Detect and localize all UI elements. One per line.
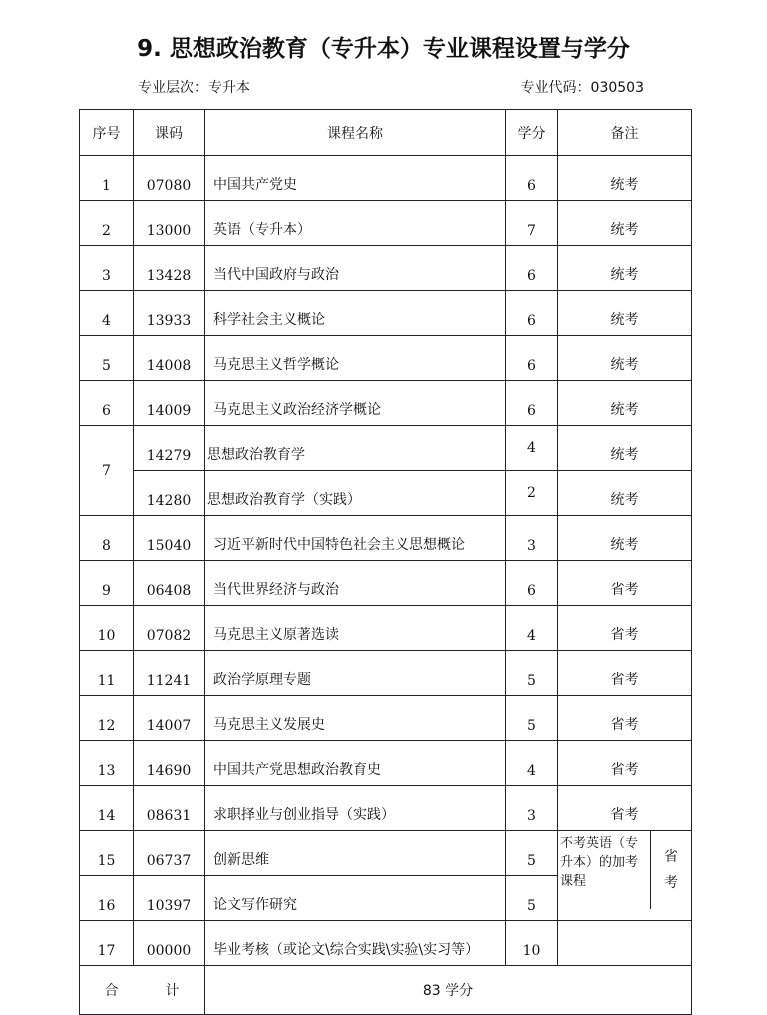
row-credit: 5 [506,831,558,876]
row-credit: 6 [506,291,558,336]
table-row [80,246,692,291]
elective-note-text: 不考英语（专升本）的加考课程 [558,831,651,909]
row-name: 思想政治教育学（实践） [205,471,506,516]
elective-note-type [651,831,691,909]
row-note: 统考 [558,291,692,336]
row-name: 当代中国政府与政治 [205,246,506,291]
row-num: 15 [80,831,134,876]
row-num: 9 [80,561,134,606]
row-credit: 4 [506,426,558,471]
row-name: 中国共产党思想政治教育史 [205,741,506,786]
row-code: 10397 [134,876,205,921]
table-row [80,381,692,426]
row-credit: 5 [506,876,558,921]
header-code: 课码 [134,110,205,156]
table-row [80,426,692,471]
row-note: 省考 [558,606,692,651]
row-credit: 5 [506,651,558,696]
row-name: 马克思主义发展史 [205,696,506,741]
major-code: 专业代码：030503 [520,80,644,96]
row-num: 2 [80,201,134,246]
row-code: 06737 [134,831,205,876]
row-code: 00000 [134,921,205,966]
row-code: 14008 [134,336,205,381]
row-credit: 10 [506,921,558,966]
row-note: 省考 [558,741,692,786]
row-num: 12 [80,696,134,741]
row-num: 7 [80,426,134,516]
table-header-row [80,110,692,156]
row-credit: 2 [506,471,558,516]
elective-note-type-1: 省 [664,849,678,865]
major-level: 专业层次：专升本 [138,80,250,96]
row-credit: 3 [506,786,558,831]
table-row [80,606,692,651]
row-name: 马克思主义哲学概论 [205,336,506,381]
row-note: 统考 [558,201,692,246]
course-table [79,109,692,1015]
row-num: 16 [80,876,134,921]
row-name: 中国共产党史 [205,156,506,201]
row-credit: 7 [506,201,558,246]
total-label-1: 合 [104,983,119,999]
row-note: 统考 [558,426,692,471]
row-code: 14690 [134,741,205,786]
total-credits: 83 学分 [205,966,692,1015]
row-note: 统考 [558,336,692,381]
table-row [80,696,692,741]
table-row [80,201,692,246]
total-label [80,966,205,1015]
total-row [80,966,692,1015]
row-num: 11 [80,651,134,696]
header-note: 备注 [558,110,692,156]
table-row [80,156,692,201]
row-num: 14 [80,786,134,831]
row-note: 统考 [558,156,692,201]
row-code: 11241 [134,651,205,696]
row-num: 5 [80,336,134,381]
row-credit: 6 [506,381,558,426]
row-name: 创新思维 [205,831,506,876]
row-name: 英语（专升本） [205,201,506,246]
row-name: 思想政治教育学 [205,426,506,471]
row-credit: 6 [506,561,558,606]
header-credit: 学分 [506,110,558,156]
row-name: 求职择业与创业指导（实践） [205,786,506,831]
row-code: 08631 [134,786,205,831]
row-code: 13000 [134,201,205,246]
table-row [80,786,692,831]
row-code: 06408 [134,561,205,606]
row-code: 13933 [134,291,205,336]
row-credit: 6 [506,156,558,201]
row-name: 当代世界经济与政治 [205,561,506,606]
table-row [80,741,692,786]
row-note: 统考 [558,246,692,291]
row-num: 6 [80,381,134,426]
row-name: 科学社会主义概论 [205,291,506,336]
row-note: 统考 [558,516,692,561]
row-note: 省考 [558,786,692,831]
table-row [80,831,692,876]
row-code: 14279 [134,426,205,471]
row-name: 习近平新时代中国特色社会主义思想概论 [205,516,506,561]
row-note: 统考 [558,381,692,426]
table-row [80,516,692,561]
row-credit: 5 [506,696,558,741]
table-row [80,471,692,516]
row-num: 17 [80,921,134,966]
page-title: 9. 思想政治教育（专升本）专业课程设置与学分 [137,36,630,62]
row-num: 1 [80,156,134,201]
row-name: 政治学原理专题 [205,651,506,696]
row-name: 马克思主义政治经济学概论 [205,381,506,426]
row-code: 14280 [134,471,205,516]
row-num: 4 [80,291,134,336]
row-code: 07080 [134,156,205,201]
header-num: 序号 [80,110,134,156]
row-code: 07082 [134,606,205,651]
elective-note-cell [558,831,692,921]
row-note [558,921,692,966]
row-note: 省考 [558,561,692,606]
row-code: 14007 [134,696,205,741]
row-note: 省考 [558,696,692,741]
row-name: 马克思主义原著选读 [205,606,506,651]
header-name: 课程名称 [205,110,506,156]
total-label-2: 计 [165,983,180,999]
row-credit: 4 [506,606,558,651]
row-num: 13 [80,741,134,786]
row-credit: 4 [506,741,558,786]
table-row [80,921,692,966]
row-note: 省考 [558,651,692,696]
table-row [80,336,692,381]
table-row [80,651,692,696]
row-num: 3 [80,246,134,291]
row-credit: 6 [506,336,558,381]
row-credit: 3 [506,516,558,561]
row-credit: 6 [506,246,558,291]
row-code: 13428 [134,246,205,291]
row-num: 10 [80,606,134,651]
row-code: 15040 [134,516,205,561]
elective-note-type-2: 考 [664,875,678,891]
row-note: 统考 [558,471,692,516]
table-row [80,561,692,606]
row-code: 14009 [134,381,205,426]
table-row [80,291,692,336]
row-name: 论文写作研究 [205,876,506,921]
row-num: 8 [80,516,134,561]
row-name: 毕业考核（或论文\综合实践\实验\实习等） [205,921,506,966]
